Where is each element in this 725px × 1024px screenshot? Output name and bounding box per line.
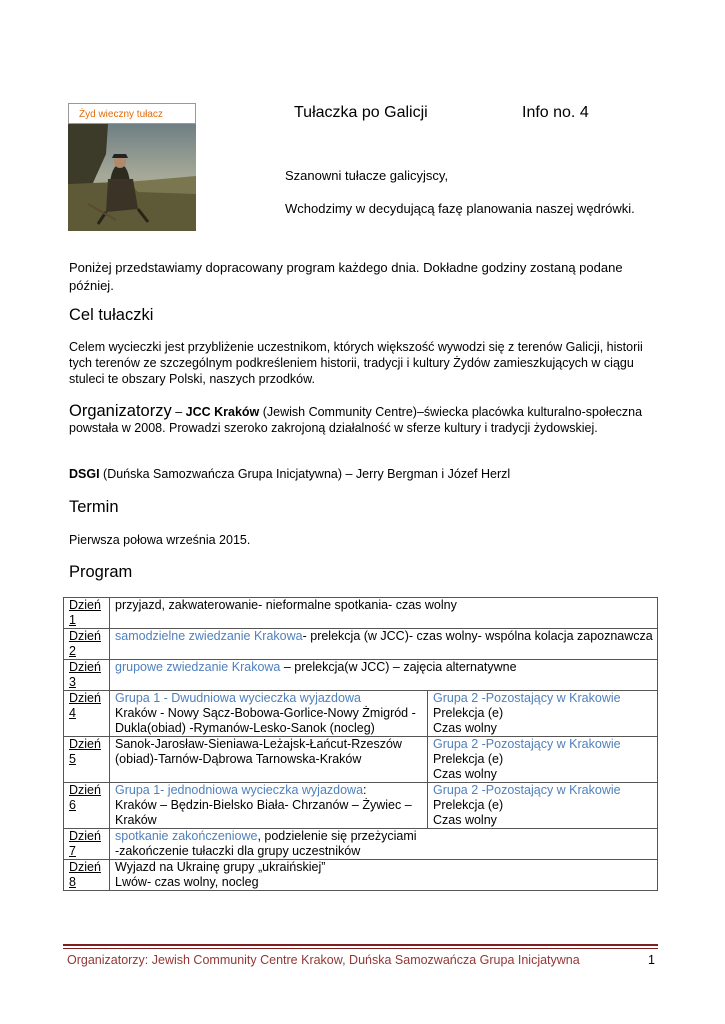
group2-line1: Prelekcja (e) <box>433 706 504 720</box>
day-highlight: grupowe zwiedzanie Krakowa <box>115 660 281 674</box>
cel-text: Celem wycieczki jest przybliżenie uczestnikom, których większość wywodzi się z terenów Galicji, historii tych terenów ze szczególnym podkreśleniem historii, tradycji i kultury Żydów zamieszkujących w ciągu stuleci te obszary Polski, naszych przodków. <box>69 340 643 386</box>
info-number: Info no. 4 <box>522 104 589 121</box>
table-row <box>64 829 658 860</box>
day-text <box>110 860 658 891</box>
intro-line: Wchodzimy w decydującą fazę planowania naszej wędrówki. <box>285 201 635 216</box>
day-label: Dzień 6 <box>64 783 110 829</box>
footer-rule <box>63 944 658 946</box>
organizatorzy-heading: Organizatorzy <box>69 402 172 420</box>
jcc-text: (Jewish Community Centre)–świecka placówka kulturalno-społeczna powstała w 2008. Prowadzi szeroko zakrojoną działalność w sferze kultury i tradycji żydowskiej. <box>69 405 643 435</box>
day-rest-line2: -zakończenie tułaczki dla grupy uczestników <box>115 844 361 858</box>
day-label: Dzień 4 <box>64 691 110 737</box>
footer-organizers: Organizatorzy: Jewish Community Centre Krakow, Duńska Samozwańcza Grupa Inicjatywna <box>67 953 580 967</box>
program-note: Poniżej przedstawiamy dopracowany program każdego dnia. Dokładne godziny zostaną podane później. <box>69 260 623 293</box>
group2-title: Grupa 2 -Pozostający w Krakowie <box>433 691 621 705</box>
day-label: Dzień 7 <box>64 829 110 860</box>
group2-line2: Czas wolny <box>433 721 497 735</box>
group1-title: Grupa 1 - Dwudniowa wycieczka wyjazdowa <box>115 691 361 705</box>
day-rest: - prelekcja (w JCC)- czas wolny- wspólna kolacja zapoznawcza <box>302 629 653 643</box>
day-rest-line2: Lwów- czas wolny, nocleg <box>115 875 259 889</box>
day-rest: – prelekcja(w JCC) – zajęcia alternatywne <box>280 660 517 674</box>
group1-route: Sanok-Jarosław-Sieniawa-Leżajsk-Łańcut-Rzeszów (obiad)-Tarnów-Dąbrowa Tarnowska-Kraków <box>115 737 402 766</box>
table-row <box>64 860 658 891</box>
table-row <box>64 660 658 691</box>
document-title: Tułaczka po Galicji <box>294 104 428 121</box>
day-label: Dzień 3 <box>64 660 110 691</box>
group2-line1: Prelekcja (e) <box>433 798 504 812</box>
day-label: Dzień 1 <box>64 598 110 629</box>
group1-cell <box>110 737 428 783</box>
group1-title: Grupa 1- jednodniowa wycieczka wyjazdowa <box>115 783 364 797</box>
day-label: Dzień 2 <box>64 629 110 660</box>
dsgi-line <box>69 466 659 482</box>
group1-cell <box>110 783 428 829</box>
day-highlight: samodzielne zwiedzanie Krakowa <box>115 629 303 643</box>
group2-title: Grupa 2 -Pozostający w Krakowie <box>433 737 621 751</box>
group2-line2: Czas wolny <box>433 767 497 781</box>
group2-cell <box>428 691 658 737</box>
termin-text: Pierwsza połowa września 2015. <box>69 533 251 547</box>
dsgi-text: (Duńska Samozwańcza Grupa Inicjatywna) – Jerry Bergman i Józef Herzl <box>99 467 511 481</box>
day-text <box>110 660 658 691</box>
day-rest: , podzielenie się przeżyciami <box>257 829 417 843</box>
greeting: Szanowni tułacze galicyjscy, <box>285 168 449 183</box>
group2-title: Grupa 2 -Pozostający w Krakowie <box>433 783 621 797</box>
jcc-name: JCC Kraków <box>185 405 260 419</box>
group1-colon: : <box>363 783 367 797</box>
organizatorzy-paragraph <box>69 403 659 436</box>
footer-rule-thin <box>63 948 658 949</box>
image-caption: Żyd wieczny tułacz <box>68 103 196 124</box>
cel-heading: Cel tułaczki <box>69 306 154 324</box>
day-highlight: spotkanie zakończeniowe <box>115 829 258 843</box>
painting-image <box>68 124 196 231</box>
day-text <box>110 629 658 660</box>
program-table <box>63 597 658 891</box>
day-text: przyjazd, zakwaterowanie- nieformalne spotkania- czas wolny <box>110 598 658 629</box>
table-row <box>64 598 658 629</box>
group1-cell <box>110 691 428 737</box>
table-row <box>64 629 658 660</box>
organizatorzy-dash: – <box>171 405 186 419</box>
termin-heading: Termin <box>69 498 119 516</box>
day-label: Dzień 5 <box>64 737 110 783</box>
day-rest: Wyjazd na Ukrainę grupy „ukraińskiej” <box>115 860 326 874</box>
group2-line2: Czas wolny <box>433 813 497 827</box>
table-row <box>64 691 658 737</box>
group2-cell <box>428 737 658 783</box>
group1-route: Kraków - Nowy Sącz-Bobowa-Gorlice-Nowy Żmigród -Dukla(obiad) -Rymanów-Lesko-Sanok (nocleg) <box>115 706 416 735</box>
group1-route: Kraków – Będzin-Bielsko Biała- Chrzanów – Żywiec – Kraków <box>115 798 412 827</box>
day-text <box>110 829 658 860</box>
group2-line1: Prelekcja (e) <box>433 752 504 766</box>
page-number: 1 <box>648 953 655 967</box>
program-heading: Program <box>69 563 133 581</box>
dsgi-name: DSGI <box>69 467 100 481</box>
group2-cell <box>428 783 658 829</box>
day-label: Dzień 8 <box>64 860 110 891</box>
table-row <box>64 783 658 829</box>
table-row <box>64 737 658 783</box>
